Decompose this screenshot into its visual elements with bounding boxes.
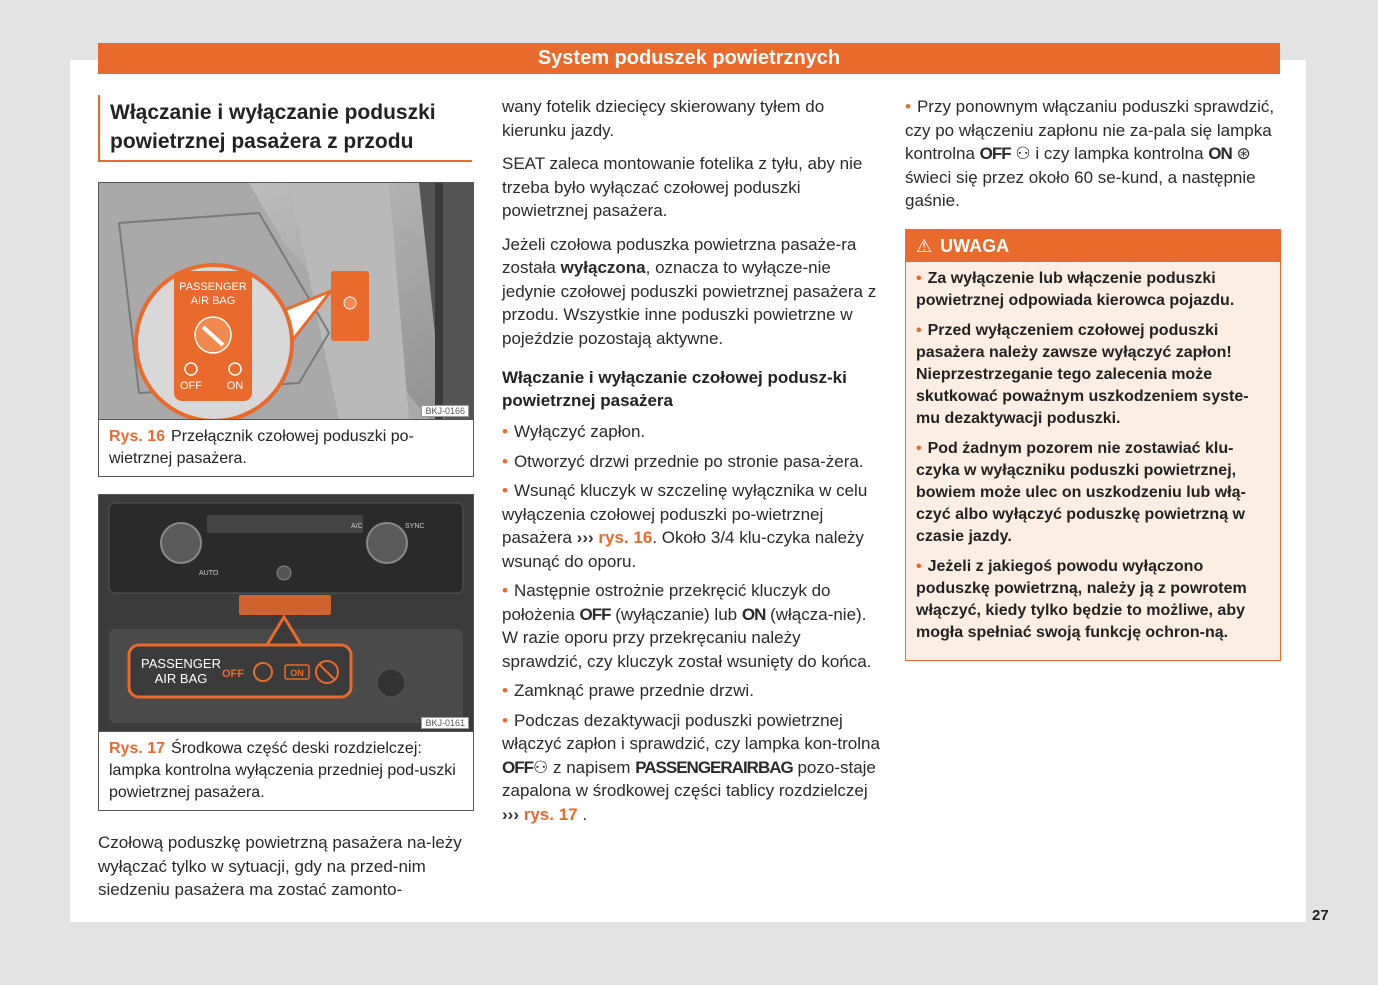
airbag-on-icon: ⊛ <box>1236 144 1251 163</box>
switch-off-label: OFF <box>180 380 202 392</box>
passenger-seat-icon: ⚇ <box>1015 144 1031 163</box>
figure-17-code: BKJ-0161 <box>421 717 469 729</box>
reenable-paragraph: • Przy ponownym włączaniu poduszki sprawdzić, czy po włączeniu zapłonu nie za-pala się lampka kontrolna OFF ⚇ i czy lampka kontrolna ON ⊛ świeci się przez około 60 se-kund, a następnie gaśnie. <box>905 97 1275 210</box>
figure-17-image <box>99 495 473 732</box>
center-button <box>277 566 291 580</box>
panel-on-label: ON <box>290 668 304 678</box>
p3-part-a: Jeżeli czołowa poduszka powietrzna pasaże-ra została <box>502 234 857 277</box>
reenable-text-a: Przy ponownym włączaniu poduszki sprawdzić, czy po włączeniu zapłonu nie za-pala się lampka kontrolna <box>905 97 1275 163</box>
switch-on-label: ON <box>226 380 244 392</box>
panel-text-2: AIR BAG <box>154 671 208 686</box>
switch-text-2: AIR BAG <box>190 295 236 307</box>
on-lamp-label: ON <box>1208 144 1232 163</box>
warning-box <box>905 229 1281 661</box>
steps-list <box>502 420 880 826</box>
paragraph-2: SEAT zaleca montowanie fotelika z tyłu, aby nie trzeba było wyłączać czołowej poduszki powietrznej pasażera. <box>502 154 863 220</box>
step-item: • Wsunąć kluczyk w szczelinę wyłącznika w celu wyłączenia czołowej poduszki po-wietrznej pasażera ››› rys. 16. Około 3/4 klu-czyka należy wsunąć do oporu. <box>502 481 868 571</box>
warning-list <box>906 262 1280 660</box>
warning-item-3: Pod żadnym pozorem nie zostawiać klu-czyka w wyłączniku poduszki powietrznej, bowiem może ulec on uszkodzeniu lub włą-czyć albo wyłączyć poduszkę powietrzną w czasie jazdy. <box>916 439 1246 545</box>
subheading: Włączanie i wyłączanie czołowej podusz-ki powietrznej pasażera <box>502 368 847 410</box>
step-2-text: Otworzyć drzwi przednie po stronie pasa-żera. <box>513 451 864 471</box>
dashboard-illustration <box>99 495 473 731</box>
column-left <box>98 95 474 912</box>
ac-label: A/C <box>351 523 363 530</box>
step-item: • Wyłączyć zapłon. <box>502 422 646 441</box>
step-6-text-b: z napisem <box>548 757 636 777</box>
step-item: • Zamknąć prawe przednie drzwi. <box>502 681 754 700</box>
p3-part-b: , oznacza to wyłącze-nie jedynie czołowej poduszki powietrznej pasażera z przodu. Wszystkie inne poduszki powietrzne w pojeździe pozostają aktywne. <box>502 258 877 348</box>
p3-bold: wyłączona <box>560 258 646 277</box>
figure-16-link[interactable]: rys. 16 <box>598 528 653 547</box>
step-1-text: Wyłączyć zapłon. <box>513 422 646 441</box>
off-lamp-label: OFF <box>502 757 533 777</box>
figure-16-caption <box>99 420 473 476</box>
step-3-text-a: Wsunąć kluczyk w szczelinę wyłącznika w celu wyłączenia czołowej poduszki po-wietrznej pasażera <box>502 481 868 547</box>
off-label: OFF <box>579 604 611 624</box>
step-item: • Otworzyć drzwi przednie po stronie pasa-żera. <box>502 451 864 471</box>
section-title: Włączanie i wyłączanie poduszki powietrznej pasażera z przodu <box>98 95 472 162</box>
step-item: • Podczas dezaktywacji poduszki powietrznej włączyć zapłon i sprawdzić, czy lampka kon-trolna OFF⚇ z napisem PASSENGERAIRBAG pozo-staje zapalona w środkowej części tablicy rozdzielczej ››› rys. 17 . <box>502 710 880 824</box>
chapter-header: System poduszek powietrznych <box>98 43 1280 74</box>
page-number: 27 <box>1312 907 1329 924</box>
step-4-text-b: (wyłączanie) lub <box>610 604 742 624</box>
reenable-text-b: i czy lampka kontrolna <box>1030 144 1209 163</box>
warning-item-1: Za wyłączenie lub włączenie poduszki powietrznej odpowiada kierowca pojazdu. <box>916 269 1235 309</box>
warning-item: • Przed wyłączeniem czołowej poduszki pasażera należy zawsze wyłączyć zapłon! Nieprzestrzeganie tego zalecenia może skutkować poważnym uszkodzeniem syste-mu dezaktywacji poduszki. <box>916 321 1249 427</box>
figure-17-number: Rys. 17 <box>109 740 166 757</box>
step-item: • Następnie ostrożnie przekręcić kluczyk do położenia OFF (wyłączanie) lub ON (włącza-nie). W razie oporu przy przekręcaniu należy sprawdzić, czy kluczyk został wsunięty do końca. <box>502 581 872 671</box>
warning-title: UWAGA <box>940 235 1010 256</box>
intro-paragraph: Czołową poduszkę powietrzną pasażera na-leży wyłączać tylko w sytuacji, gdy na przed-nim siedzeniu pasażera ma zostać zamonto- <box>98 833 462 899</box>
airbag-switch-illustration <box>99 183 473 419</box>
panel-text-1: PASSENGER <box>141 656 221 671</box>
arrows-icon: ››› <box>576 528 594 547</box>
step-6-text-c: pozo-staje zapalona w środkowej części tablicy rozdzielczej <box>502 757 876 800</box>
step-4-text-c: (włącza-nie). W razie oporu przy przekręcaniu należy sprawdzić, czy kluczyk został wsunięty do końca. <box>502 604 872 671</box>
warning-triangle-icon: ⚠ <box>916 235 933 256</box>
warning-item-4: Jeżeli z jakiegoś powodu wyłączono poduszkę powietrzną, należy ją z powrotem włączyć, kiedy tylko będzie to możliwe, aby mogła spełniać swoją funkcję ochron-ną. <box>916 557 1247 641</box>
figure-16-code: BKJ-0166 <box>421 405 469 417</box>
warning-header <box>906 230 1280 262</box>
step-5-text: Zamknąć prawe przednie drzwi. <box>513 681 754 700</box>
figure-17 <box>98 494 474 811</box>
figure-16-number: Rys. 16 <box>109 428 166 445</box>
figure-16-caption-text: Przełącznik czołowej poduszki po-wietrznej pasażera. <box>109 428 414 467</box>
figure-17-link[interactable]: rys. 17 <box>523 804 578 824</box>
step-6-text-d: . <box>577 804 588 824</box>
warning-item: • Pod żadnym pozorem nie zostawiać klu-czyka w wyłączniku poduszki powietrznej, bowiem może ulec on uszkodzeniu lub włą-czyć albo wyłączyć poduszkę powietrzną w czasie jazdy. <box>916 439 1246 545</box>
figure-16 <box>98 182 474 477</box>
figure-17-caption <box>99 732 473 810</box>
sync-label: SYNC <box>405 523 425 530</box>
passenger-airbag-label: PASSENGERAIRBAG <box>635 757 793 777</box>
warning-item: • Jeżeli z jakiegoś powodu wyłączono poduszkę powietrzną, należy ją z powrotem włączyć, kiedy tylko będzie to możliwe, aby mogła spełniać swoją funkcję ochron-ną. <box>916 557 1247 641</box>
switch-text-1: PASSENGER <box>179 281 247 293</box>
step-3-text-b: . Około 3/4 klu-czyka należy wsunąć do oporu. <box>502 528 864 571</box>
warning-item: • Za wyłączenie lub włączenie poduszki powietrznej odpowiada kierowca pojazdu. <box>916 269 1235 309</box>
warning-item-2: Przed wyłączeniem czołowej poduszki pasażera należy zawsze wyłączyć zapłon! Nieprzestrzeganie tego zalecenia może skutkować poważnym uszkodzeniem syste-mu dezaktywacji poduszki. <box>916 321 1249 427</box>
column-right <box>905 95 1281 661</box>
figure-16-image <box>99 183 473 420</box>
passenger-airbag-lamp <box>239 595 331 615</box>
temp-knob-right <box>367 523 407 563</box>
paragraph-1: wany fotelik dziecięcy skierowany tyłem do kierunku jazdy. <box>502 97 825 140</box>
figure-17-caption-text: Środkowa część deski rozdzielczej: lampka kontrolna wyłączenia przedniej pod-uszki powietrznej pasażera. <box>109 740 456 801</box>
off-lamp-label: OFF <box>979 144 1011 163</box>
climate-buttons <box>207 515 363 533</box>
auto-label: AUTO <box>199 570 219 577</box>
passenger-seat-icon: ⚇ <box>533 757 549 777</box>
panel-off-label: OFF <box>222 668 244 680</box>
column-middle <box>502 95 880 832</box>
on-label: ON <box>741 604 766 624</box>
reenable-text-c: świeci się przez około 60 se-kund, a następnie gaśnie. <box>905 167 1256 210</box>
temp-knob-left <box>161 523 201 563</box>
arrows-icon: ››› <box>502 804 519 824</box>
step-4-text-a: Następnie ostrożnie przekręcić kluczyk do położenia <box>502 581 831 624</box>
paragraph-3 <box>502 233 880 351</box>
step-6-text-a: Podczas dezaktywacji poduszki powietrznej włączyć zapłon i sprawdzić, czy lampka kon-trolna <box>502 710 880 753</box>
